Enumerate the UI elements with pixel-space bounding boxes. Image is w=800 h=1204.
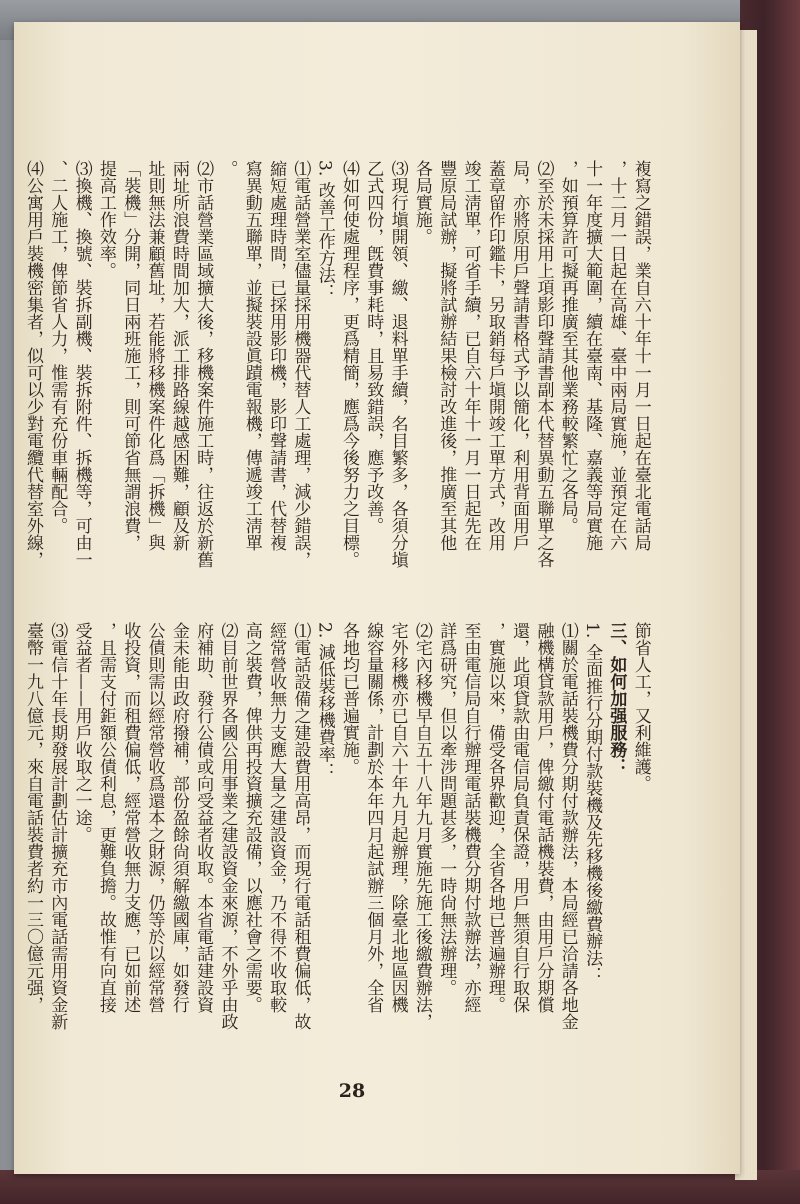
book-page bbox=[14, 22, 740, 1174]
text-column: 竣工淸單，可省手續，已自六十年十一月一日起先在 bbox=[460, 160, 481, 551]
text-column: 縮短處理時間，已採用影印機，影印聲請書，代替複 bbox=[266, 160, 287, 551]
text-column: 節省人工，又利維護。 bbox=[630, 622, 651, 792]
text-column: 各地均已普遍實施。 bbox=[339, 622, 359, 775]
text-column: ⑴電話設備之建設費用高昂，而現行電話租費偏低，故 bbox=[290, 622, 311, 1030]
text-column: 兩址所浪費時間加大，派工排路線越感困難，顧及新 bbox=[168, 160, 189, 551]
page-number: 28 bbox=[338, 1080, 366, 1102]
text-column: 收投資，而租費偏低，經常營收無力支應，已如前述 bbox=[120, 622, 141, 1013]
text-column: 還，此項貸款由電信局負責保證，用戶無須自行取保 bbox=[509, 622, 530, 1013]
text-column: ⑶電信十年長期發展計劃估計擴充市內電話需用資金新 bbox=[47, 622, 68, 1030]
text-column: ⑵至於未採用上項影印聲請書副本代替異動五聯單之各 bbox=[533, 160, 554, 568]
text-column: 豐原局試辦，擬將試辦結果檢討改進後，推廣至其他 bbox=[436, 160, 457, 551]
text-column: 受益者——用戶收取之一途。 bbox=[71, 622, 92, 843]
section-heading: 三、如何加强服務： bbox=[606, 622, 627, 775]
text-column: 府補助、發行公債或向受益者收取。本省電話建設資 bbox=[193, 622, 214, 1013]
text-column: 經常營收無力支應大量之建設資金，乃不得不收取較 bbox=[266, 622, 287, 1013]
text-column: 址則無法兼顧舊址，若能將移機案件化爲「拆機」與 bbox=[144, 160, 165, 551]
text-column: ，且需支付鉅額公債利息，更難負擔。故惟有向直接 bbox=[95, 622, 116, 1013]
text-column: 公債則需以經常營收爲還本之財源，仍等於以經常營 bbox=[144, 622, 165, 1013]
text-column: 線容量關係，計劃於本年四月起試辦三個月外，全省 bbox=[363, 622, 384, 1013]
section-heading: 3. 改善工作方法： bbox=[314, 160, 335, 301]
text-column: 乙式四份，旣費事耗時，且易致錯誤，應予改善。 bbox=[363, 160, 384, 534]
text-column: ⑵宅內移機早自五十八年九月實施先施工後繳費辦法， bbox=[411, 622, 432, 1030]
text-column: ，十二月一日起在高雄、臺中兩局實施，並預定在六 bbox=[606, 160, 627, 551]
subsection-heading: 2. 減低裝移機費率： bbox=[314, 622, 335, 780]
text-column: 局，亦將原用戶聲請書格式予以簡化，利用背面用戶 bbox=[509, 160, 530, 551]
text-column: ⑴關於電話裝機費分期付款辦法，本局經已洽請各地金 bbox=[557, 622, 578, 1030]
text-column: 。 bbox=[217, 160, 238, 177]
text-column: 各局實施。 bbox=[411, 160, 432, 245]
text-column: ⑷如何使處理程序，更爲精簡，應爲今後努力之目標。 bbox=[339, 160, 359, 568]
text-column: 寫異動五聯單，並擬裝設眞蹟電報機，傳遞竣工淸單 bbox=[241, 160, 262, 551]
text-column: 融機構貸款用戶，俾繳付電話機裝費，由用戶分期償 bbox=[533, 622, 554, 1013]
text-column: 提高工作效率。 bbox=[95, 160, 116, 279]
text-column: 蓋章留作印鑑卡，另取銷每戶塡開竣工單方式，改用 bbox=[484, 160, 505, 551]
text-column: ⑶現行塡開領、繳、退料單手續，名目繁多，各須分塡 bbox=[387, 160, 408, 568]
text-column: ⑴電話營業室儘量採用機器代替人工處理，減少錯誤， bbox=[290, 160, 311, 568]
text-column: 「裝機」分開，同日兩班施工，則可節省無謂浪費， bbox=[120, 160, 141, 551]
text-column: 高之裝費，俾供再投資擴充設備，以應社會之需要。 bbox=[241, 622, 262, 1013]
text-column: 宅外移機亦已自六十年九月起辦理，除臺北地區因機 bbox=[387, 622, 408, 1013]
text-column: ⑵目前世界各國公用事業之建設資金來源，不外乎由政 bbox=[217, 622, 238, 1030]
text-column: ⑶換機、換號、裝拆副機、裝拆附件、拆機等，可由一 bbox=[71, 160, 92, 568]
text-column: 詳爲研究，但以牽涉問題甚多，一時尙無法辦理。 bbox=[436, 622, 457, 996]
text-column: 十一年度擴大範圍，續在臺南、基隆、嘉義等局實施 bbox=[582, 160, 603, 551]
text-column: 金未能由政府撥補，部份盈餘尙須解繳國庫，如發行 bbox=[168, 622, 189, 1013]
text-column: 、二人施工，俾節省人力，惟需有充份車輛配合。 bbox=[47, 160, 68, 534]
text-column: ⑷公寓用戶裝機密集者，似可以少對電纜代替室外線， bbox=[23, 160, 43, 568]
text-column: ，實施以來，備受各界歡迎，全省各地已普遍辦理。 bbox=[484, 622, 505, 1013]
book-cover-bottom bbox=[0, 1170, 800, 1204]
subsection-heading: 1. 全面推行分期付款裝機及先移機後繳費辦法： bbox=[582, 622, 603, 984]
text-column: ，如預算許可擬再推廣至其他業務較繁忙之各局。 bbox=[557, 160, 578, 534]
text-column: 複寫之錯誤，業自六十年十一月一日起在臺北電話局 bbox=[630, 160, 651, 551]
text-column: 臺幣一九八億元，來自電話裝費者約一三〇億元强， bbox=[23, 622, 43, 1013]
text-column: ⑵市話營業區域擴大後，移機案件施工時，往返於新舊 bbox=[193, 160, 214, 568]
text-column: 至由電信局自行辦理電話裝機費分期付款辦法，亦經 bbox=[460, 622, 481, 1013]
